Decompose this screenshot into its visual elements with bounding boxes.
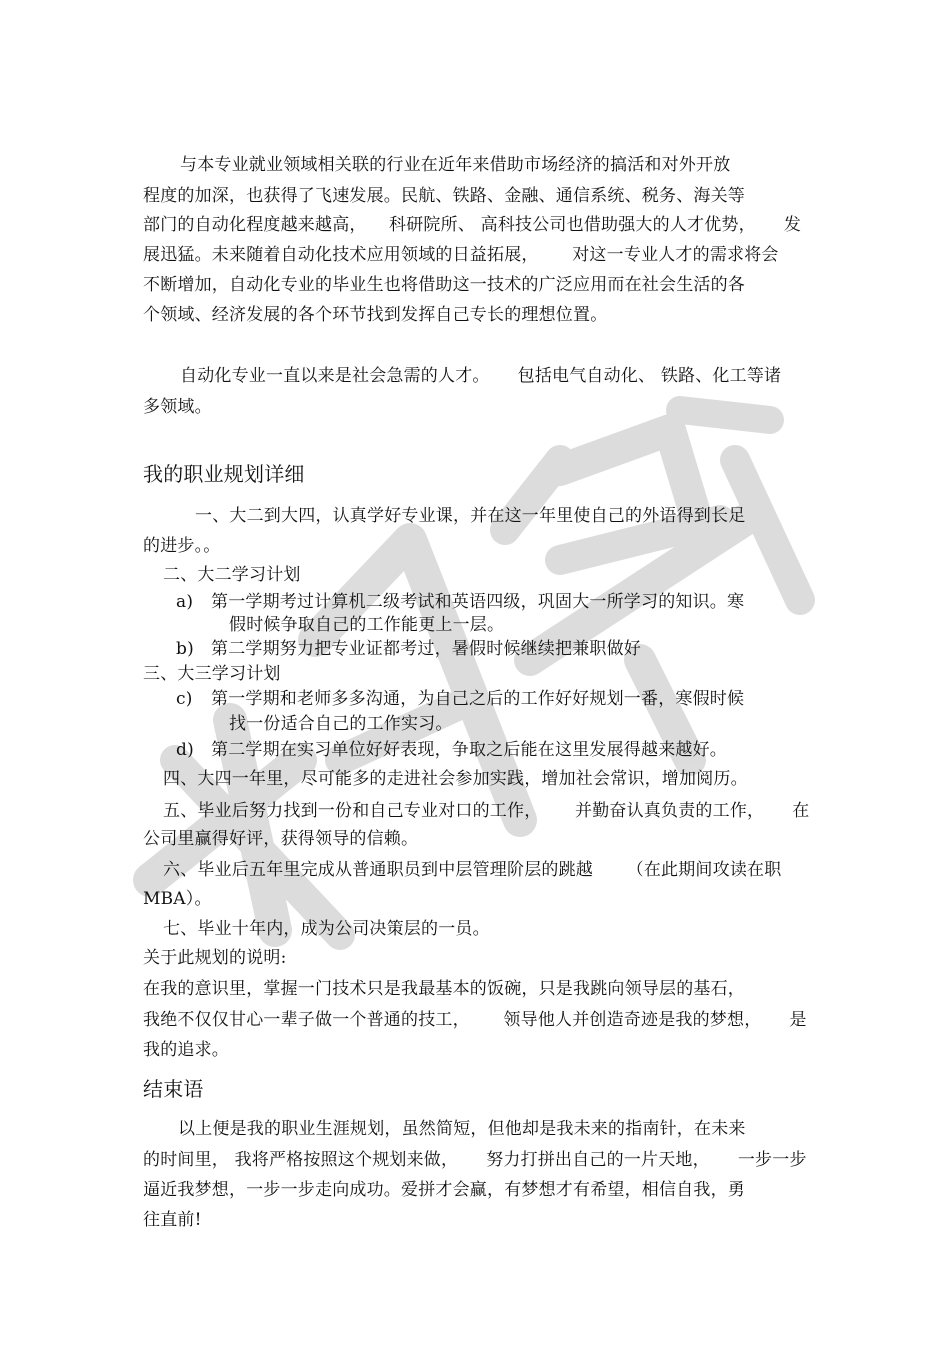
conclusion-line-2: 的时间里， 我将严格按照这个规划来做， 努力打拼出自己的一片天地， 一步一步 bbox=[143, 1150, 807, 1170]
note-line-2: 我绝不仅仅甘心一辈子做一个普通的技工， 领导他人并创造奇迹是我的梦想， 是 bbox=[143, 1010, 807, 1030]
plan-item-6-line-1: 六、毕业后五年里完成从普通职员到中层管理阶层的跳越 （在此期间攻读在职 bbox=[163, 860, 782, 880]
plan-item-4: 四、大四一年里，尽可能多的走进社会参加实践，增加社会常识，增加阅历。 bbox=[163, 769, 748, 789]
sub-item-c-line-2: 找一份适合自己的工作实习。 bbox=[229, 714, 453, 734]
intro-line-6: 个领域、经济发展的各个环节找到发挥自己专长的理想位置。 bbox=[143, 305, 608, 325]
plan-item-5-line-2: 公司里赢得好评，获得领导的信赖。 bbox=[143, 829, 419, 849]
intro-line-3: 部门的自动化程度越来越高， 科研院所、 高科技公司也借助强大的人才优势， 发 bbox=[143, 215, 802, 235]
sub-item-a-line-2: 假时候争取自己的工作能更上一层。 bbox=[229, 615, 505, 635]
sub-item-c-line-1: 第一学期和老师多多沟通，为自己之后的工作好好规划一番，寒假时候 bbox=[211, 689, 745, 709]
intro-line-5: 不断增加，自动化专业的毕业生也将借助这一技术的广泛应用而在社会生活的各 bbox=[143, 275, 745, 295]
section-title-conclusion: 结束语 bbox=[143, 1077, 204, 1101]
sub-item-d-line-1: 第二学期在实习单位好好表现，争取之后能在这里发展得越来越好。 bbox=[211, 740, 727, 760]
plan-item-7: 七、毕业十年内，成为公司决策层的一员。 bbox=[163, 919, 490, 939]
conclusion-line-4: 往直前! bbox=[143, 1210, 202, 1230]
sub-item-a-marker: a) bbox=[176, 592, 194, 612]
intro2-line-2: 多领域。 bbox=[143, 397, 212, 417]
sub-item-b-marker: b) bbox=[176, 639, 194, 659]
intro-line-2: 程度的加深，也获得了飞速发展。民航、铁路、金融、通信系统、税务、海关等 bbox=[143, 186, 745, 206]
plan-item-3: 三、大三学习计划 bbox=[143, 664, 281, 684]
note-line-3: 我的追求。 bbox=[143, 1040, 229, 1060]
plan-item-1-line-2: 的进步。。 bbox=[143, 536, 221, 556]
intro-line-1: 与本专业就业领域相关联的行业在近年来借助市场经济的搞活和对外开放 bbox=[180, 155, 731, 175]
intro-line-4: 展迅猛。未来随着自动化技术应用领域的日益拓展， 对这一专业人才的需求将会 bbox=[143, 245, 779, 265]
sub-item-c-marker: c) bbox=[176, 689, 193, 709]
section-title-plan: 我的职业规划详细 bbox=[143, 462, 305, 486]
note-line-1: 在我的意识里，掌握一门技术只是我最基本的饭碗，只是我跳向领导层的基石， bbox=[143, 979, 745, 999]
intro2-line-1: 自动化专业一直以来是社会急需的人才。 包括电气自动化、 铁路、化工等诸 bbox=[180, 366, 782, 386]
plan-item-1-line-1: 一、大二到大四，认真学好专业课，并在这一年里使自己的外语得到长足 bbox=[195, 506, 746, 526]
sub-item-a-line-1: 第一学期考过计算机二级考试和英语四级，巩固大一所学习的知识。寒 bbox=[211, 592, 745, 612]
plan-item-2: 二、大二学习计划 bbox=[163, 565, 301, 585]
note-title: 关于此规划的说明: bbox=[143, 948, 287, 968]
plan-item-5-line-1: 五、毕业后努力找到一份和自己专业对口的工作， 并勤奋认真负责的工作， 在 bbox=[163, 801, 810, 821]
conclusion-line-3: 逼近我梦想，一步一步走向成功。爱拼才会赢，有梦想才有希望，相信自我，勇 bbox=[143, 1180, 745, 1200]
sub-item-d-marker: d) bbox=[176, 740, 194, 760]
plan-item-6-line-2: MBA）。 bbox=[143, 889, 212, 909]
sub-item-b-line-1: 第二学期努力把专业证都考过，暑假时候继续把兼职做好 bbox=[211, 639, 641, 659]
conclusion-line-1: 以上便是我的职业生涯规划，虽然简短，但他却是我未来的指南针，在未来 bbox=[178, 1119, 746, 1139]
